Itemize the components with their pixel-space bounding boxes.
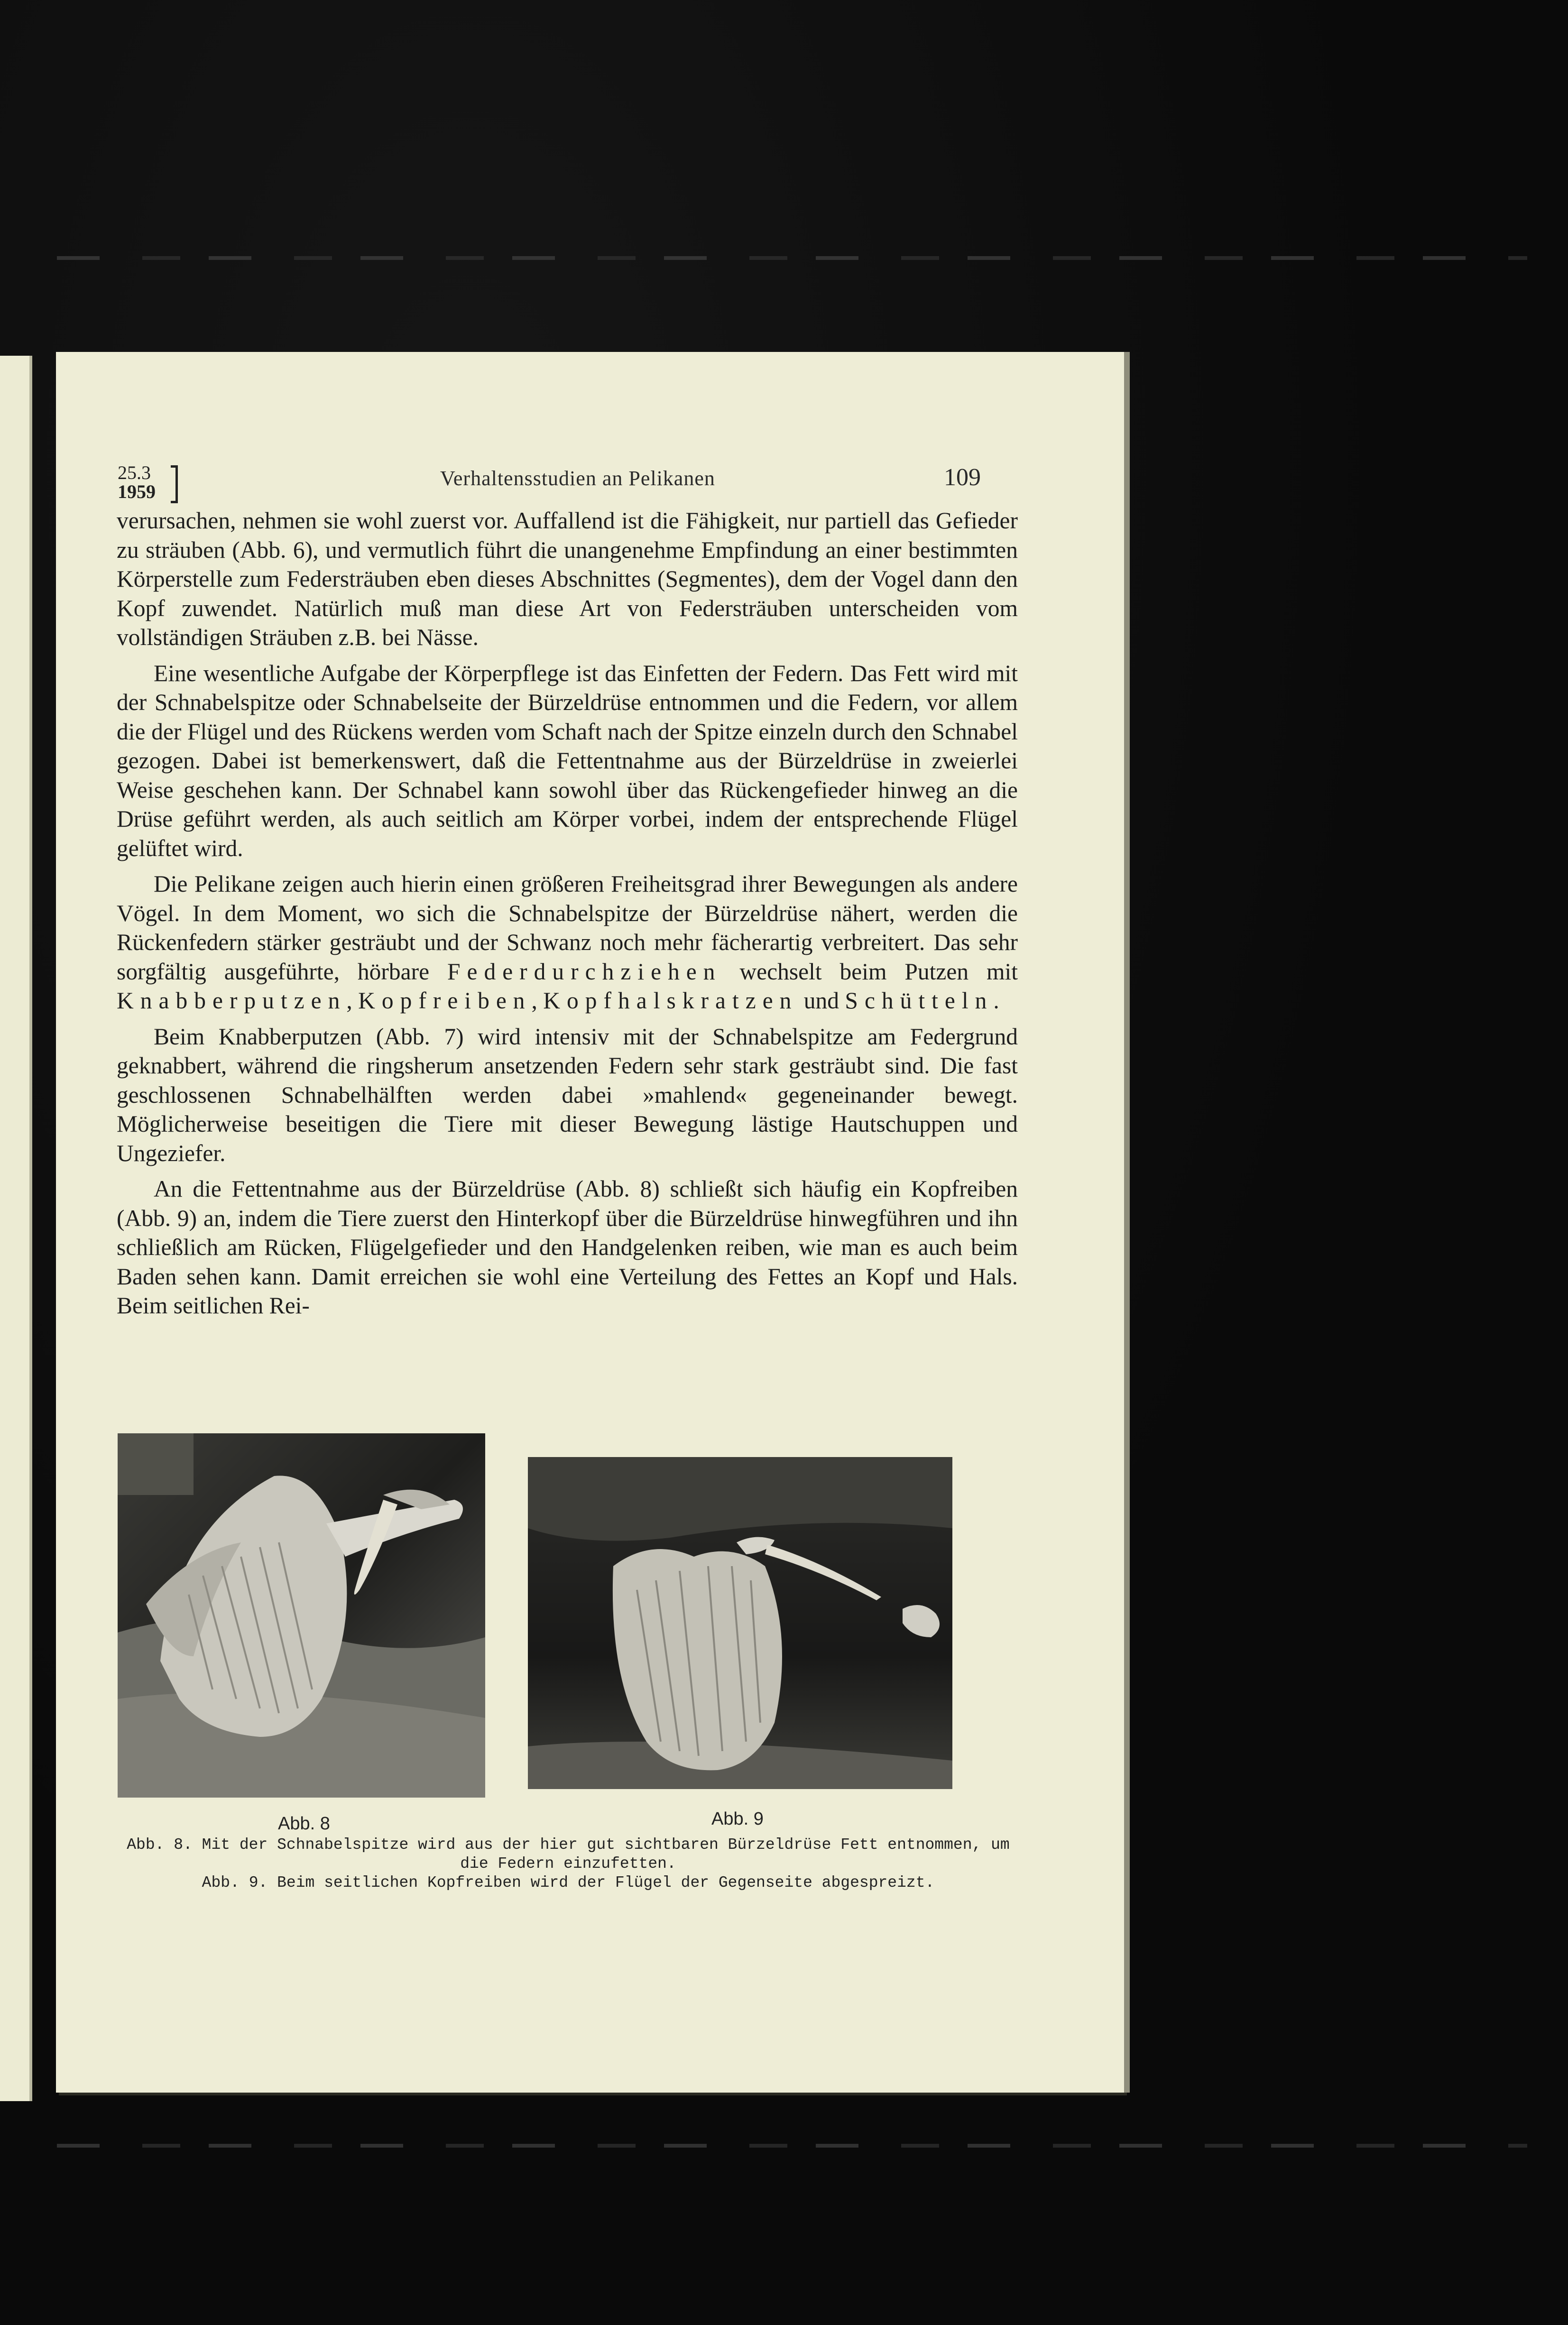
figures-area [118, 1433, 1019, 2002]
paragraph-3-text-d: , [531, 987, 544, 1014]
figure-8-label: Abb. 8 [278, 1814, 330, 1834]
figure-8-photo [118, 1433, 485, 1798]
previous-page-edge [0, 356, 32, 2101]
volume-year: 1959 [118, 481, 156, 502]
term-kopfhalskratzen: Kopfhalskratzen [543, 987, 798, 1014]
book-page [56, 352, 1124, 2093]
figure-9-photo [528, 1457, 952, 1789]
paragraph-5: An die Fettentnahme aus der Bürzeldrüse (Abb. 8) schließt sich häufig ein Kopfreiben (Abb. 9) an, indem die Tiere zuerst den Hinterkopf über die Bürzeldrüse hinwegführen und ihn schließlich am Rücken, Flügelgefieder und den Handgelenken reiben, wie man es auch beim Baden sehen kann. Damit erreichen sie wohl eine Verteilung des Fettes an Kopf und Hals. Beim seitlichen Rei- [117, 1176, 1018, 1319]
term-federdurchziehen: Federdurchziehen [447, 958, 722, 985]
page-number: 109 [944, 464, 981, 491]
paragraph-2: Eine wesentliche Aufgabe der Körperpflege ist das Einfetten der Federn. Das Fett wird mit der Schnabelspitze oder Schnabelseite der Bürzeldrüse entnommen und die Federn, vor allem die der Flügel und des Rückens werden vom Schaft nach der Spitze einzeln durch den Schnabel gezogen. Dabei ist bemerkenswert, daß die Fettentnahme aus der Bürzeldrüse in zweierlei Weise geschehen kann. Der Schnabel kann sowohl über das Rückengefieder hinweg an die Drüse geführt werden, als auch seitlich am Körper vorbei, indem der entsprechende Flügel gelüftet wird. [117, 660, 1018, 861]
term-knabberputzen: Knabberputzen [117, 987, 347, 1014]
page-edge-shadow [1124, 352, 1130, 2093]
paragraph-3-text-a: Die Pelikane zeigen auch hierin einen größeren Freiheitsgrad ihrer Bewegungen als andere Vögel. In dem Moment, wo sich die Schnabelspitze der Bürzeldrüse nähert, werden die Rückenfedern stärker gesträubt und der Schwanz noch mehr fächerartig verbreitert. Das sehr sorgfältig ausgeführte, hörbare [117, 871, 1018, 985]
caption-8-line-2: die Federn einzufetten. [460, 1855, 676, 1873]
pelican-head-rubbing-photo [528, 1457, 952, 1789]
figure-captions [118, 1836, 1019, 1892]
paragraph-3-text-e: und [798, 987, 845, 1014]
running-head [118, 463, 981, 506]
bracket-mark [171, 465, 178, 503]
volume-number: 25.3 [118, 462, 151, 483]
paragraph-3-text-c: , [346, 987, 359, 1014]
figure-9-label: Abb. 9 [711, 1809, 764, 1829]
scan-border-mark-bottom [57, 2144, 1527, 2148]
pelican-preening-photo [118, 1433, 485, 1798]
term-kopfreiben: Kopfreiben [358, 987, 532, 1014]
paragraph-3-text-b: wechselt beim Putzen mit [721, 958, 1018, 985]
volume-issue [118, 463, 156, 501]
paragraph-3 [117, 869, 1018, 1015]
term-schuetteln: Schütteln [845, 987, 994, 1014]
paragraph-3-text-f: . [993, 987, 999, 1014]
running-title: Verhaltensstudien an Pelikanen [440, 467, 715, 490]
caption-8-line-1: Abb. 8. Mit der Schnabelspitze wird aus der hier gut sichtbaren Bürzeldrüse Fett entnommen, um [127, 1836, 1010, 1854]
scan-border-mark-top [57, 256, 1527, 260]
caption-9: Abb. 9. Beim seitlichen Kopfreiben wird der Flügel der Gegenseite abgespreizt. [202, 1874, 935, 1891]
body-text [117, 506, 1018, 1327]
paragraph-4: Beim Knabberputzen (Abb. 7) wird intensiv mit der Schnabelspitze am Federgrund geknabbert, während die ringsherum ansetzenden Federn sehr stark gesträubt sind. Die fast geschlossenen Schnabelhälften werden dabei »mahlend« gegeneinander bewegt. Möglicherweise beseitigen die Tiere mit dieser Bewegung lästige Hautschuppen und Ungeziefer. [117, 1023, 1018, 1166]
paragraph-1: verursachen, nehmen sie wohl zuerst vor. Auffallend ist die Fähigkeit, nur partiell das Gefieder zu sträuben (Abb. 6), und vermutlich führt die unangenehme Empfindung an einer bestimmten Körperstelle zum Federsträuben eben dieses Abschnittes (Segmentes), dem der Vogel dann den Kopf zuwendet. Natürlich muß man diese Art von Federsträuben unterscheiden vom vollständigen Sträuben z.B. bei Nässe. [117, 507, 1018, 650]
